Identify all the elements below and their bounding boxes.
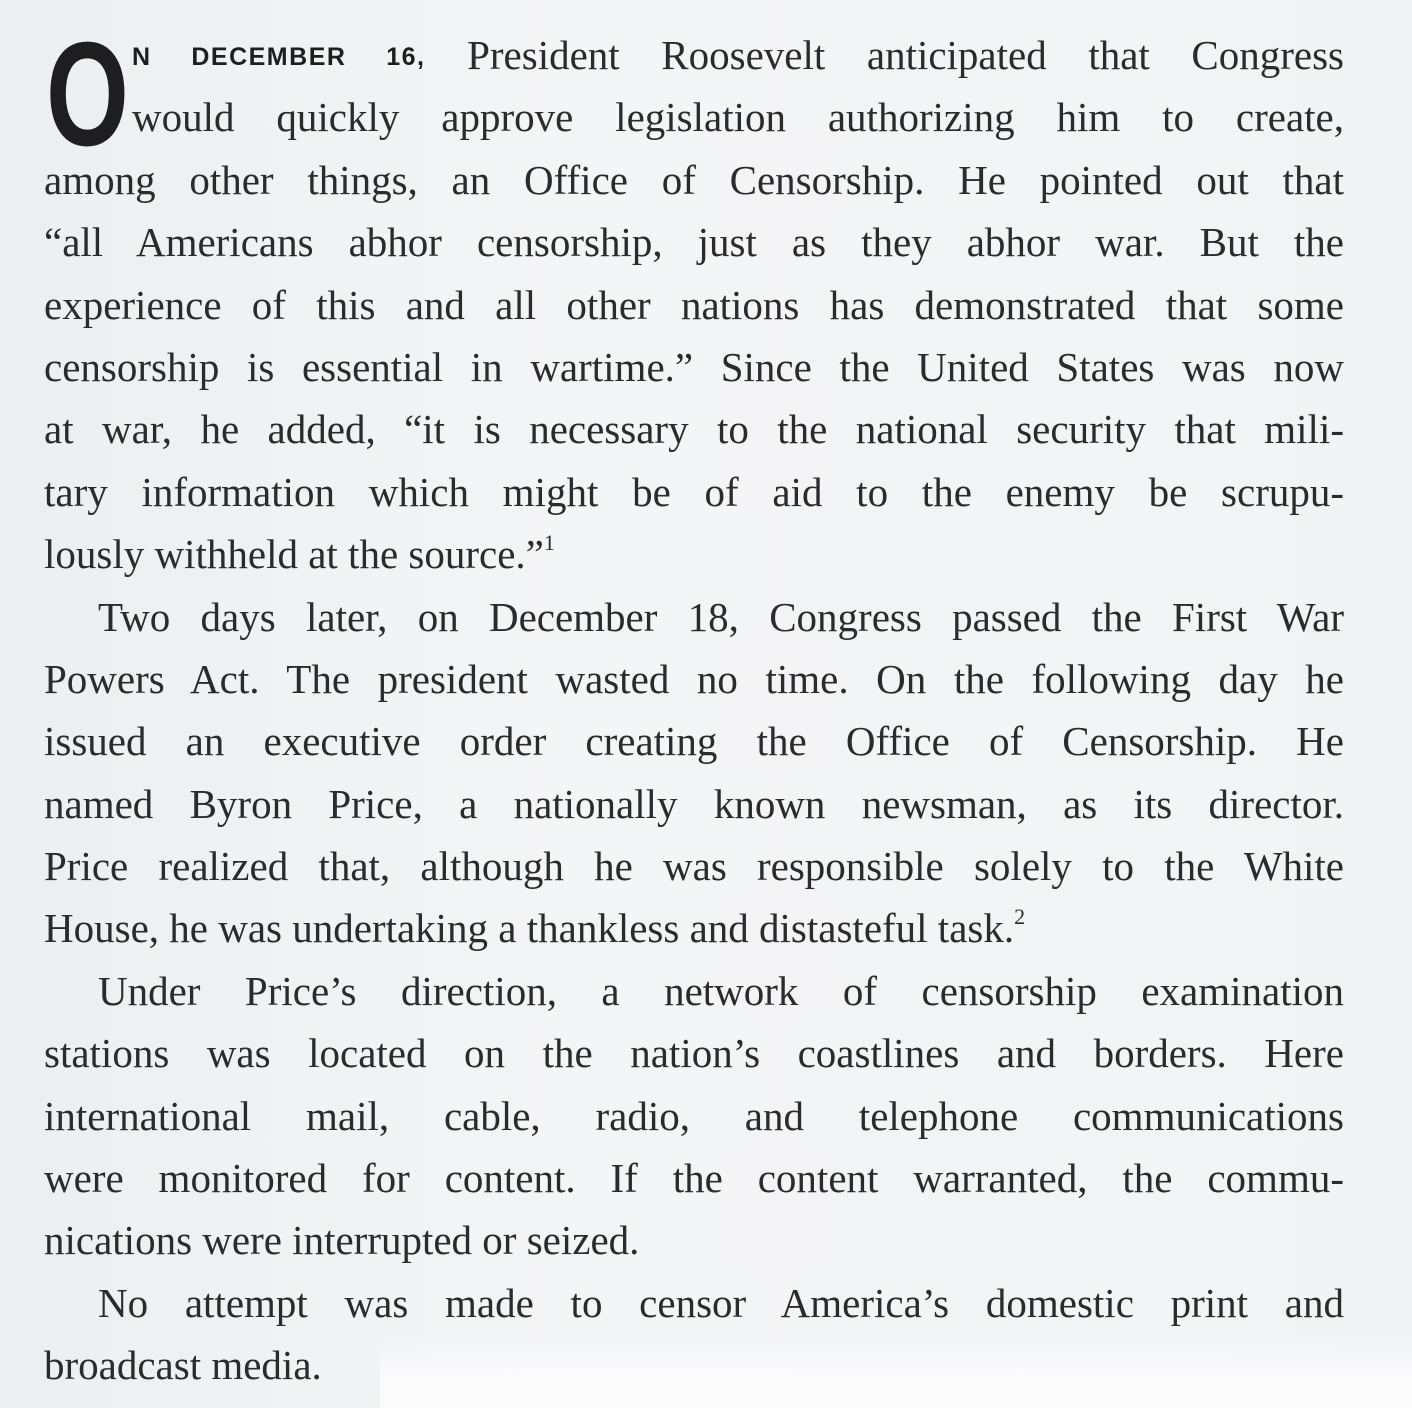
paragraph-3-line-2: stations was located on the nation’s coastlines and borders. Here xyxy=(44,1030,1344,1077)
paragraph-3-line-3: international mail, cable, radio, and telephone communications xyxy=(44,1092,1344,1139)
paragraph-1-line-6: censorship is essential in wartime.” Since the United States was now xyxy=(44,343,1344,390)
paragraph-4-line-1: No attempt was made to censor America’s domestic print and xyxy=(98,1279,1344,1326)
paragraph-1-line-8: tary information which might be of aid to the enemy be scrupu- xyxy=(44,468,1344,515)
footnote-marker: 2 xyxy=(1014,904,1026,930)
body-text xyxy=(44,12,1345,1397)
lead-in-smallcaps: N DECEMBER 16, xyxy=(132,43,426,71)
paragraph-3-line-4: were monitored for content. If the content warranted, the commu- xyxy=(44,1155,1344,1202)
paragraph-2-line-6: House, he was undertaking a thankless and distasteful task.$^2$ xyxy=(44,904,1026,952)
paragraph-3-line-1: Under Price’s direction, a network of censorship examination xyxy=(98,967,1344,1014)
paragraph-2-line-5: Price realized that, although he was responsible solely to the White xyxy=(44,843,1344,890)
paragraph-1-line-1: N DECEMBER 16, President Roosevelt anticipated that Congress xyxy=(132,32,1345,78)
paragraph-1-line-2: would quickly approve legislation authorizing him to create, xyxy=(132,94,1344,141)
paragraph-1-line-7: at war, he added, “it is necessary to the national security that mili- xyxy=(44,406,1344,453)
drop-cap: O xyxy=(46,12,129,177)
paragraph-1-line-5: experience of this and all other nations has demonstrated that some xyxy=(44,281,1344,328)
paragraph-4-line-2: broadcast media. xyxy=(44,1342,322,1389)
paragraph-1-line-4: “all Americans abhor censorship, just as they abhor war. But the xyxy=(44,219,1344,266)
paragraph-1-line-3: among other things, an Office of Censorship. He pointed out that xyxy=(44,156,1344,203)
paragraph-2-line-4: named Byron Price, a nationally known newsman, as its director. xyxy=(44,780,1344,827)
paragraph-3-line-5: nications were interrupted or seized. xyxy=(44,1217,640,1264)
footnote-marker: 1 xyxy=(543,530,555,556)
paragraph-2-line-1: Two days later, on December 18, Congress passed the First War xyxy=(98,593,1344,640)
paragraph-2-line-3: issued an executive order creating the Office of Censorship. He xyxy=(44,718,1344,765)
paragraph-2-line-2: Powers Act. The president wasted no time. On the following day he xyxy=(44,655,1344,702)
paragraph-1-line-9: lously withheld at the source.”$^1$ xyxy=(44,530,555,578)
